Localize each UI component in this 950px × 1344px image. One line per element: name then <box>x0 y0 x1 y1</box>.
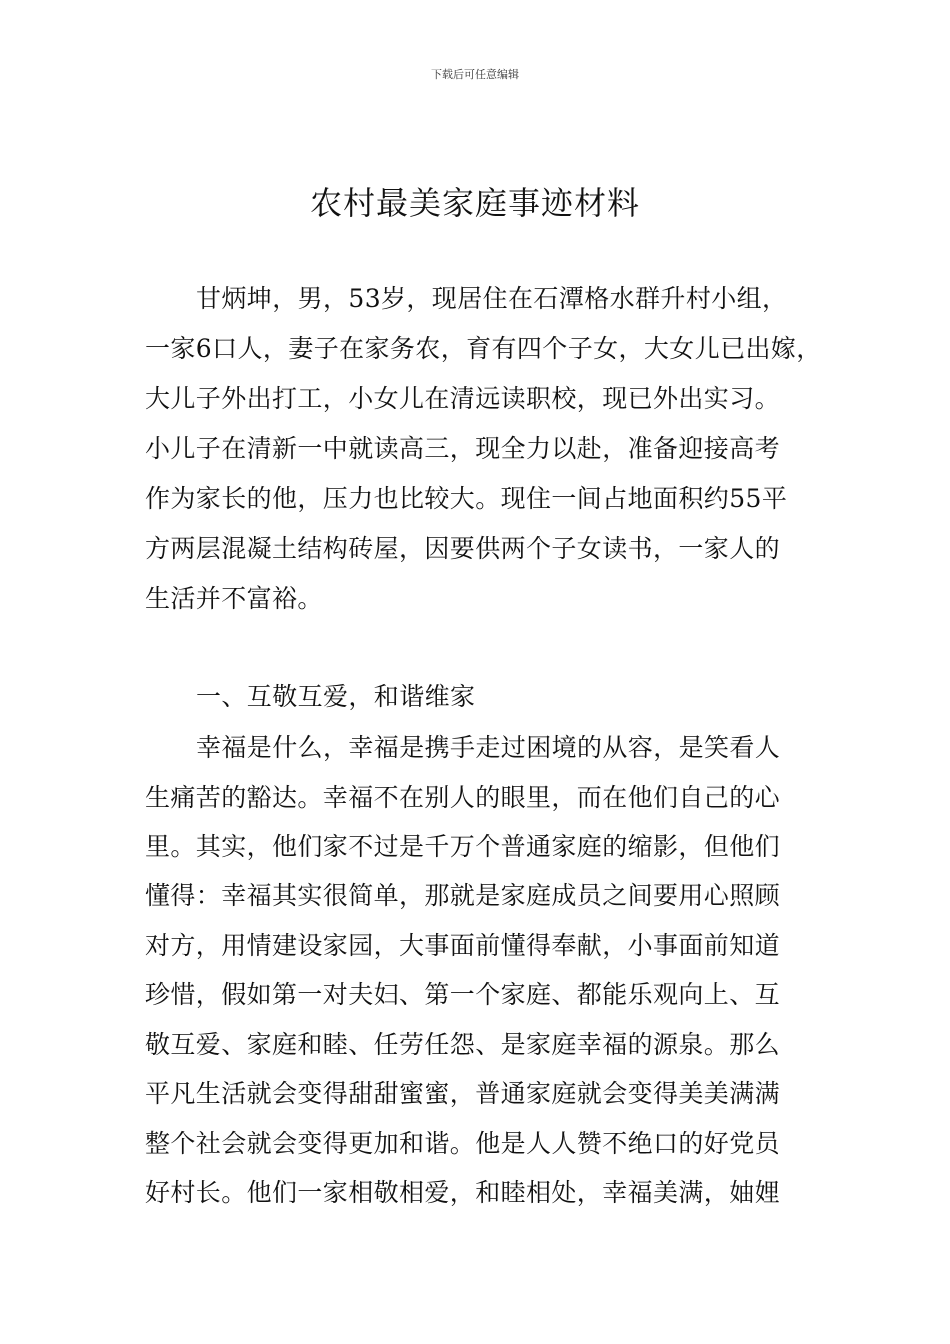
paragraph-line: 敬互爱、家庭和睦、任劳任怨、是家庭幸福的源泉。那么 <box>145 1030 781 1059</box>
document-title: 农村最美家庭事迹材料 <box>309 184 640 222</box>
section-heading: 一、互敬互爱，和谐维家 <box>196 682 476 711</box>
paragraph-line: 珍惜，假如第一对夫妇、第一个家庭、都能乐观向上、互 <box>145 980 781 1009</box>
paragraph-line: 小儿子在清新一中就读高三，现全力以赴，准备迎接高考 <box>145 434 781 463</box>
paragraph-line: 方两层混凝土结构砖屋，因要供两个子女读书，一家人的 <box>145 534 781 563</box>
paragraph-line: 好村长。他们一家相敬相爱，和睦相处，幸福美满，妯娌 <box>145 1178 781 1207</box>
paragraph-line: 一家6口人，妻子在家务农，育有四个子女，大女儿已出嫁， <box>145 334 822 363</box>
paragraph-line: 甘炳坤，男，53岁，现居住在石潭格水群升村小组， <box>196 284 788 313</box>
paragraph-line: 作为家长的他，压力也比较大。现住一间占地面积约55平 <box>145 484 788 513</box>
paragraph-line: 生痛苦的豁达。幸福不在别人的眼里，而在他们自己的心 <box>145 783 781 812</box>
header-note: 下载后可任意编辑 <box>431 68 519 81</box>
paragraph-line: 整个社会就会变得更加和谐。他是人人赞不绝口的好党员 <box>145 1129 781 1158</box>
paragraph-line: 大儿子外出打工，小女儿在清远读职校，现已外出实习。 <box>145 384 781 413</box>
paragraph-line: 平凡生活就会变得甜甜蜜蜜，普通家庭就会变得美美满满 <box>145 1079 781 1108</box>
paragraph-line: 懂得：幸福其实很简单，那就是家庭成员之间要用心照顾 <box>145 881 781 910</box>
paragraph-line: 对方，用情建设家园，大事面前懂得奉献，小事面前知道 <box>145 931 781 960</box>
paragraph-line: 生活并不富裕。 <box>145 584 323 613</box>
paragraph-line: 幸福是什么，幸福是携手走过困境的从容，是笑看人 <box>196 733 781 762</box>
paragraph-line: 里。其实，他们家不过是千万个普通家庭的缩影，但他们 <box>145 832 781 861</box>
